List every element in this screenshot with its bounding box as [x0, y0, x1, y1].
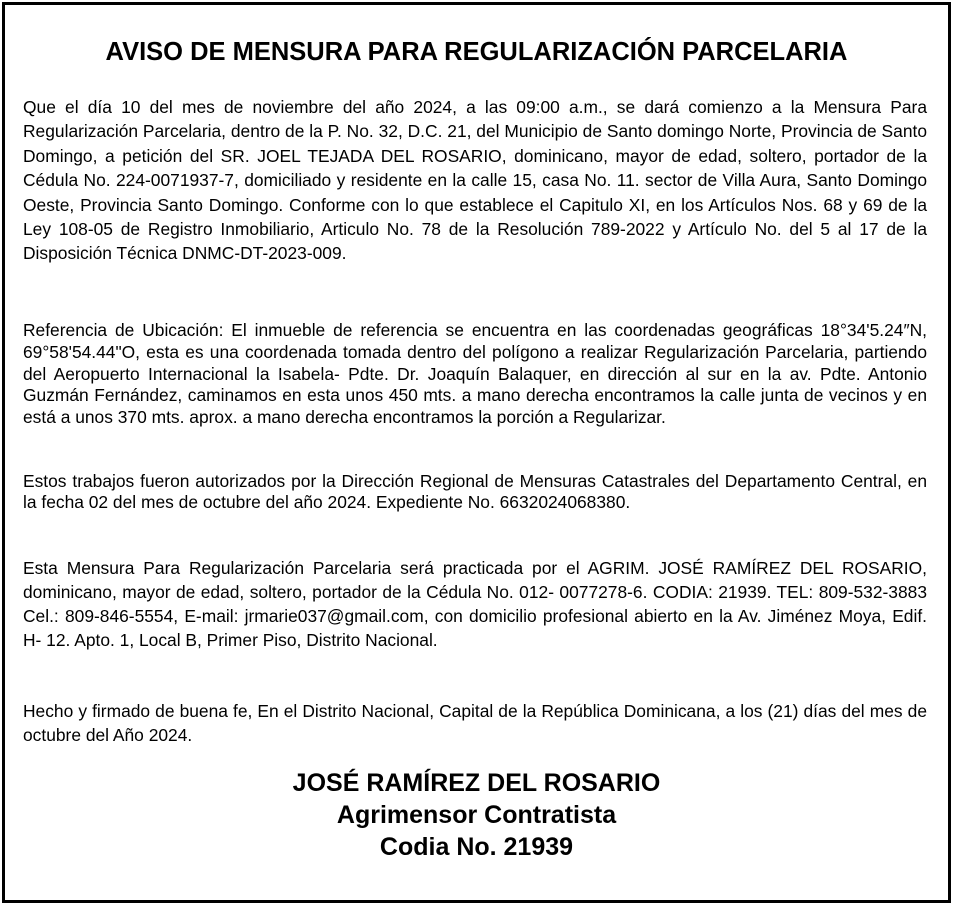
paragraph-surveyor-details: Esta Mensura Para Regularización Parcelaria será practicada por el AGRIM. JOSÉ RAMÍREZ DEL ROSARIO, dominicano, mayor de edad, soltero, portador de la Cédula No. 012- 0077278-6. CODIA: 21939. TEL: 809-532-3883 Cel.: 809-846-5554, E-mail: jrmarie037@gmail.com, con domicilio profesional abierto en la Av. Jiménez Moya, Edif. H- 12. Apto. 1, Local B, Primer Piso, Distrito Nacional. [23, 558, 927, 650]
paragraph-authorization: Estos trabajos fueron autorizados por la Dirección Regional de Mensuras Catastrales del Departamento Central, en la fecha 02 del mes de octubre del año 2024. Expediente No. 6632024068380. [23, 471, 927, 512]
signature-codia: Codia No. 21939 [379, 833, 574, 861]
signature-role: Agrimensor Contratista [336, 801, 617, 829]
paragraph-signed-statement: Hecho y firmado de buena fe, En el Distrito Nacional, Capital de la República Dominicana, a los (21) días del mes de octubre del Año 2024. [23, 701, 927, 745]
signature-name: JOSÉ RAMÍREZ DEL ROSARIO [292, 769, 661, 797]
paragraph-location-reference: Referencia de Ubicación: El inmueble de referencia se encuentra en las coordenadas geográficas 18°34'5.24″N, 69°58'54.44"O, esta es una coordenada tomada dentro del polígono a realizar Regularización Parcelaria, partiendo del Aeropuerto Internacional la Isabela- Pdte. Dr. Joaquín Balaquer, en dirección al sur en la av. Pdte. Antonio Guzmán Fernández, caminamos en esta unos 450 mts. a mano derecha encontramos la calle junta de vecinos y en está a unos 370 mts. aprox. a mano derecha encontramos la porción a Regularizar. [23, 320, 927, 428]
notice-title: AVISO DE MENSURA PARA REGULARIZACIÓN PARCELARIA [105, 38, 848, 66]
notice-frame [2, 2, 951, 903]
paragraph-survey-start: Que el día 10 del mes de noviembre del año 2024, a las 09:00 a.m., se dará comienzo a la Mensura Para Regularización Parcelaria, dentro de la P. No. 32, D.C. 21, del Municipio de Santo domingo Norte, Provincia de Santo Domingo, a petición del SR. JOEL TEJADA DEL ROSARIO, dominicano, mayor de edad, soltero, portador de la Cédula No. 224-0071937-7, domiciliado y residente en la calle 15, casa No. 11. sector de Villa Aura, Santo Domingo Oeste, Provincia Santo Domingo. Conforme con lo que establece el Capitulo XI, en los Artículos Nos. 68 y 69 de la Ley 108-05 de Registro Inmobiliario, Articulo No. 78 de la Resolución 789-2022 y Artículo No. del 5 al 17 de la Disposición Técnica DNMC-DT-2023-009. [23, 97, 927, 264]
